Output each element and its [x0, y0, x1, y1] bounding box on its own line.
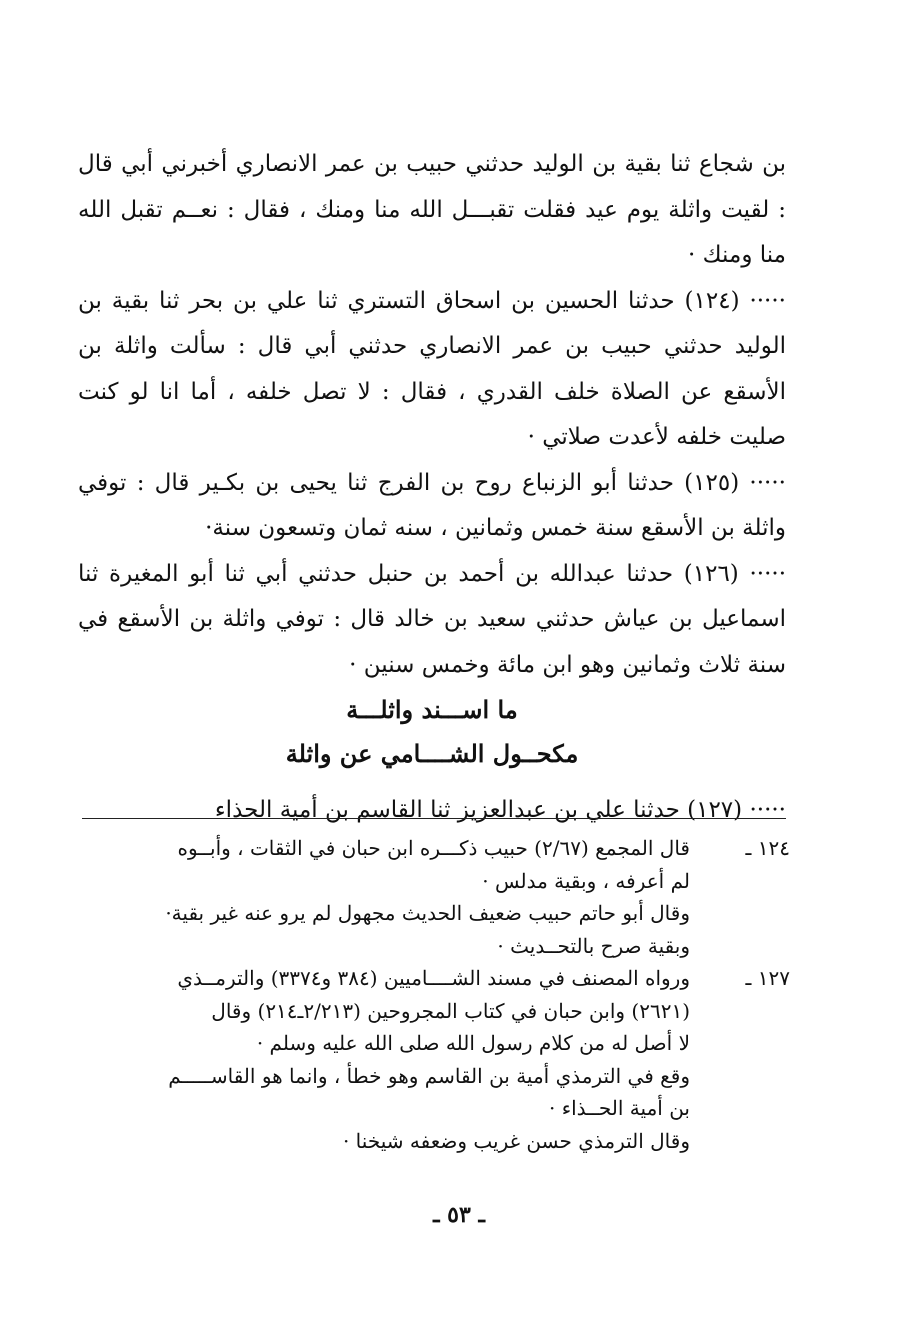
- footnote-127: [78, 962, 790, 1157]
- paragraph-hadith-126: ····· (١٢٦) حدثنا عبدالله بن أحمد بن حنبل حدثني أبي ثنا أبو المغيرة ثنا اسماعيل بن عياش حدثني سعيد بن خالد قال : توفي واثلة بن الأسقع في سنة ثلاث وثمانين وهو ابن مائة وخمس سنين ·: [78, 560, 787, 678]
- footnote-line: لا أصل له من كلام رسول الله صلى الله عليه وسلم ·: [256, 1031, 690, 1055]
- footnote-line: بن أمية الحــذاء ·: [549, 1096, 690, 1120]
- section-heading: ما اســـند واثلـــة: [346, 695, 518, 724]
- section-subheading: مكحــول الشــــامي عن واثلة: [285, 739, 579, 768]
- paragraph-hadith-125: ····· (١٢٥) حدثنا أبو الزنباع روح بن الفرج ثنا يحيى بن بكـير قال : توفي واثلة بن الأسقع سنة خمس وثمانين ، سنه ثمان وتسعون سنة·: [78, 469, 786, 541]
- paragraph-hadith-127: ····· (١٢٧) حدثنا علي بن عبدالعزيز ثنا القاسم بن أمية الحذاء: [214, 797, 786, 823]
- page-number: ـ ٥٣ ـ: [433, 1202, 485, 1228]
- footnote-line: وبقية صرح بالتحــديث ·: [497, 933, 690, 958]
- footnote-line: وقع في الترمذي أمية بن القاسم وهو خطأ ، وانما هو القاســـــم: [168, 1063, 690, 1088]
- paragraph-hadith-124: ····· (١٢٤) حدثنا الحسين بن اسحاق التستري ثنا علي بن بحر ثنا بقية بن الوليد حدثني حبيب بن عمر الانصاري حدثني أبي قال : سألت واثلة بن الأسقع عن الصلاة خلف القدري ، فقال : لا تصل خلفه ، أما انا لو كنت صليت خلفه لأعدت صلاتي ·: [78, 287, 786, 450]
- footnote-line: (٢٦٢١) وابن حبان في كتاب المجروحين (٢/٢١٣ـ٢١٤) وقال: [211, 998, 690, 1023]
- footnote-line: وقال أبو حاتم حبيب ضعيف الحديث مجهول لم يرو عنه غير بقية·: [165, 901, 690, 925]
- footnote-number: ١٢٧ ـ: [745, 966, 790, 990]
- paragraph-continuation: بن شجاع ثنا بقية بن الوليد حدثني حبيب بن عمر الانصاري أخبرني أبي قال : لقيت واثلة يوم عيد فقلت تقبـــل الله منا ومنك ، فقال : نعــم تقبل الله منا ومنك ·: [78, 151, 786, 268]
- footnote-number: ١٢٤ ـ: [745, 836, 790, 860]
- footnote-divider: [82, 818, 786, 819]
- footnote-line: ورواه المصنف في مسند الشــــاميين (٣٨٤ و٣٣٧٤) والترمــذي: [177, 966, 690, 990]
- footnote-line: لم أعرفه ، وبقية مدلس ·: [482, 868, 690, 893]
- footnote-line: قال المجمع (٢/٦٧) حبيب ذكـــره ابن حبان في الثقات ، وأبــوه: [177, 836, 690, 860]
- footnotes: [78, 832, 790, 1157]
- main-text: [78, 142, 786, 834]
- footnote-124: [78, 832, 790, 962]
- footnote-line: وقال الترمذي حسن غريب وضعفه شيخنا ·: [342, 1128, 690, 1153]
